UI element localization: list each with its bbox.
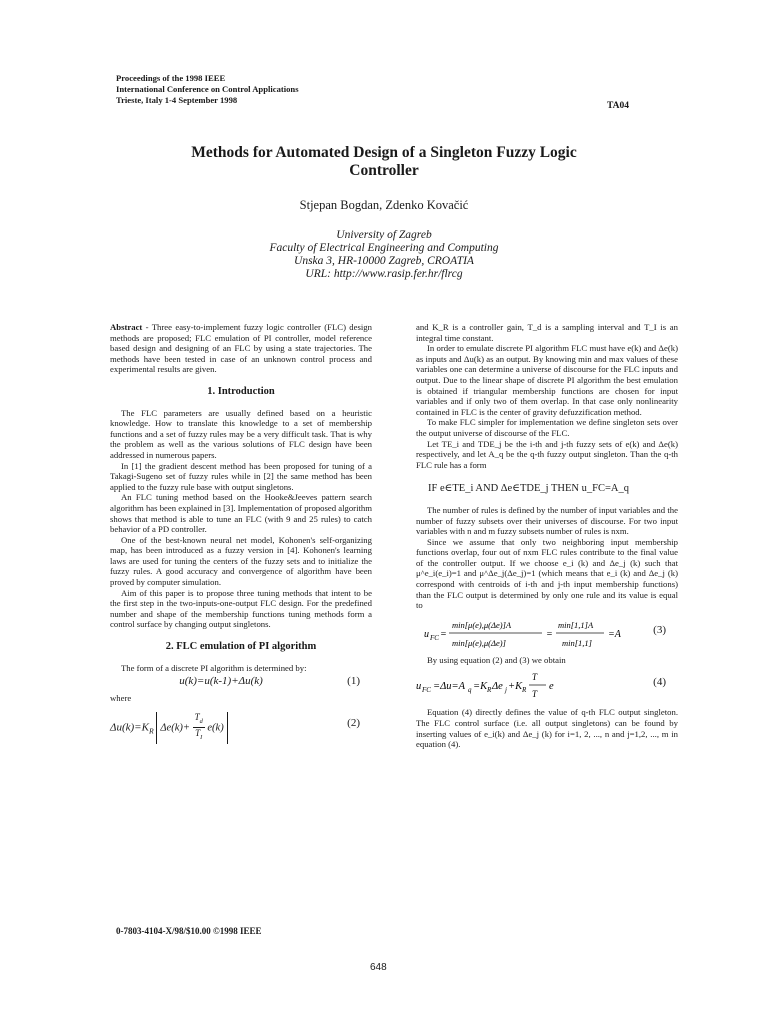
paragraph: The number of rules is defined by the number of input variables and the number of fuzzy subsets over their universes of discourse. For two input variables with n and m fuzzy subsets number of rules is nxm.	[416, 504, 678, 537]
paragraph: Since we assume that only two neighboring input membership functions overlap, four out of nxm FLC rules contribute to the final value of the controller output. If we choose e_i (k) and Δe_j (k) such that μ^e_i(e_i)=1 and μ^Δe_j(Δe_j)=1 (which means that e_i (k) and Δe_j (k) correspond with centroids of i-th and j-th input membership functions) than the FLC output is determined by only one rule and its value is equal to	[416, 536, 678, 611]
svg-text:R: R	[487, 686, 492, 695]
paragraph: Let TE_i and TDE_j be the i-th and j-th fuzzy sets of e(k) and Δe(k) respectively, and let A_q be the q-th fuzzy output singleton. Than the q-th FLC rule has a form	[416, 438, 678, 470]
svg-text:FC: FC	[430, 633, 439, 642]
svg-text:min[μ(e),μ(Δe)]A: min[μ(e),μ(Δe)]A	[452, 619, 512, 630]
abstract-label: Abstract	[110, 322, 143, 332]
svg-text:j: j	[505, 686, 507, 695]
abstract	[110, 322, 372, 375]
abstract-text: - Three easy-to-implement fuzzy logic controller (FLC) design methods are proposed; FLC emulation of PI controller, model reference based design and designing of an FLC by using a state trajectories. The methods have been tested in case of an unknown control process and experimental results are given.	[110, 322, 372, 375]
paragraph: where	[110, 693, 132, 704]
svg-text:e: e	[549, 681, 554, 693]
paper-title	[110, 144, 658, 180]
equation-1	[110, 673, 372, 693]
equation-2	[110, 704, 372, 748]
equation-number: (1)	[347, 675, 360, 688]
proceedings-header	[116, 73, 299, 106]
subscript: I	[200, 734, 203, 741]
eq2-fraction	[193, 712, 205, 744]
proceedings-line: Proceedings of the 1998 IEEE	[116, 73, 226, 83]
eq2-term1: Δe(k)+	[160, 722, 190, 734]
svg-text:FC: FC	[422, 686, 431, 695]
symbol: T	[194, 711, 200, 722]
paragraph: By using equation (2) and (3) we obtain	[427, 654, 566, 665]
eq2-bracket	[156, 712, 227, 744]
proceedings-line: Trieste, Italy 1-4 September 1998	[116, 95, 238, 105]
session-code: TA04	[607, 101, 629, 111]
affiliation-line: Unska 3, HR-10000 Zagreb, CROATIA	[294, 255, 474, 267]
equation-body	[110, 712, 332, 744]
paragraph: and K_R is a controller gain, T_d is a sampling interval and T_I is an integral time constant.	[416, 322, 678, 343]
equation-3	[416, 611, 678, 655]
equation-number: (4)	[653, 676, 666, 689]
left-column	[110, 322, 372, 748]
equation-4-graphic	[416, 667, 616, 705]
fuzzy-rule: IF e∈TE_i AND Δe∈TDE_j THEN u_FC=A_q	[428, 483, 629, 495]
paragraph: In [1] the gradient descent method has been proposed for tuning of a Takagi-Sugeno set of fuzzy rules while in [2] the same method has been applied to the fuzzy rule base with output singletons.	[110, 460, 372, 492]
paragraph: To make FLC simpler for implementation we define singleton sets over the output universe of discourse of the FLC.	[416, 417, 678, 438]
svg-text:Δe: Δe	[492, 681, 503, 693]
affiliation-line: Faculty of Electrical Engineering and Computing	[269, 242, 499, 254]
paragraph: An FLC tuning method based on the Hooke&Jeeves pattern search algorithm has been explained in [3]. Implementation of proposed algorithm shows that method is able to tune an FLC (with 9 and 25 rules) to catch behavior of a PD controller.	[110, 492, 373, 535]
equation-body: u(k)=u(k-1)+Δu(k)	[179, 675, 263, 688]
affiliation-line: University of Zagreb	[336, 229, 432, 241]
affiliation	[110, 229, 658, 281]
symbol: T	[195, 728, 201, 739]
title-line: Controller	[349, 162, 419, 179]
svg-text:=A: =A	[608, 628, 621, 640]
svg-text:=: =	[440, 628, 447, 640]
svg-text:=K: =K	[473, 681, 488, 693]
paragraph: The FLC parameters are usually defined based on a heuristic knowledge. How to translate this knowledge to a set of membership functions and a set of fuzzy rules may be a very difficult task. That is why the problem as well as the various solutions of FLC design have been addressed in numerous papers.	[110, 407, 372, 460]
section-heading: 2. FLC emulation of PI algorithm	[165, 641, 317, 653]
fraction-denominator	[193, 728, 205, 743]
eq2-term2: e(k)	[207, 722, 224, 734]
svg-text:min[1,1]: min[1,1]	[562, 637, 592, 648]
title-line: Methods for Automated Design of a Singleton Fuzzy Logic	[191, 144, 577, 161]
paragraph: Equation (4) directly defines the value of q-th FLC output singleton. The FLC control surface (i.e. all output singletons) can be found by inserting values of e_i(k) and Δe_j (k) for i=1, 2, ..., n and j=1,2, ..., m in equation (4).	[416, 707, 678, 750]
svg-text:T: T	[532, 672, 538, 683]
section-heading: 1. Introduction	[207, 385, 275, 397]
svg-text:u: u	[416, 681, 422, 693]
svg-text:min[μ(e),μ(Δe)]: min[μ(e),μ(Δe)]	[452, 637, 506, 648]
copyright-notice: 0-7803-4104-X/98/$10.00 ©1998 IEEE	[116, 926, 262, 936]
equation-number: (3)	[653, 623, 666, 636]
svg-text:=: =	[546, 628, 553, 640]
page-number: 648	[370, 962, 387, 973]
eq2-lhs: Δu(k)=K	[110, 721, 149, 734]
svg-text:+K: +K	[508, 681, 523, 693]
svg-text:T: T	[532, 689, 538, 700]
right-column	[416, 322, 678, 750]
svg-text:min[1,1]A: min[1,1]A	[558, 619, 594, 630]
affiliation-line: URL: http://www.rasip.fer.hr/flrcg	[305, 268, 463, 280]
subscript: d	[199, 717, 203, 725]
paragraph: One of the best-known neural net model, Kohonen's self-organizing map, has been introduced as a fuzzy version in [4]. Kohonen's learning laws are used for tuning the centers of the fuzzy sets and to initialize the fuzzy rules. A good accuracy and convergence of algorithm have been proved by computer simulation.	[110, 534, 372, 588]
eq2-sub: R	[148, 726, 154, 736]
svg-text:R: R	[522, 686, 527, 695]
fraction-numerator	[193, 712, 205, 728]
svg-text:=Δu=A: =Δu=A	[433, 681, 465, 693]
equation-4	[416, 665, 678, 707]
authors: Stjepan Bogdan, Zdenko Kovačić	[299, 198, 469, 212]
proceedings-line: International Conference on Control Applications	[116, 84, 299, 94]
paragraph: Aim of this paper is to propose three tuning methods that intent to be the first step in the two-inputs-one-output FLC design. For the predefined number and shape of the membership functions tuning methods form a control surface by changing output singletons.	[110, 587, 372, 630]
equation-3-graphic	[424, 613, 646, 653]
svg-text:q: q	[468, 686, 472, 695]
paragraph: In order to emulate discrete PI algorithm FLC must have e(k) and Δe(k) as inputs and Δu(k) as an output. By knowing min and max values of these variables one can determine a universe of discourse for the FLC inputs and output. Due to the linear shape of discrete PI algorithm the best emulation is obtained if triangular membership functions are chosen for input variables and if only two of them overlap. In that case only nonlinearity contained in FLC is the center of gravity defuzzification method.	[416, 343, 678, 417]
svg-text:u: u	[424, 628, 429, 640]
paragraph: The form of a discrete PI algorithm is determined by:	[121, 662, 307, 673]
equation-number: (2)	[347, 716, 360, 729]
